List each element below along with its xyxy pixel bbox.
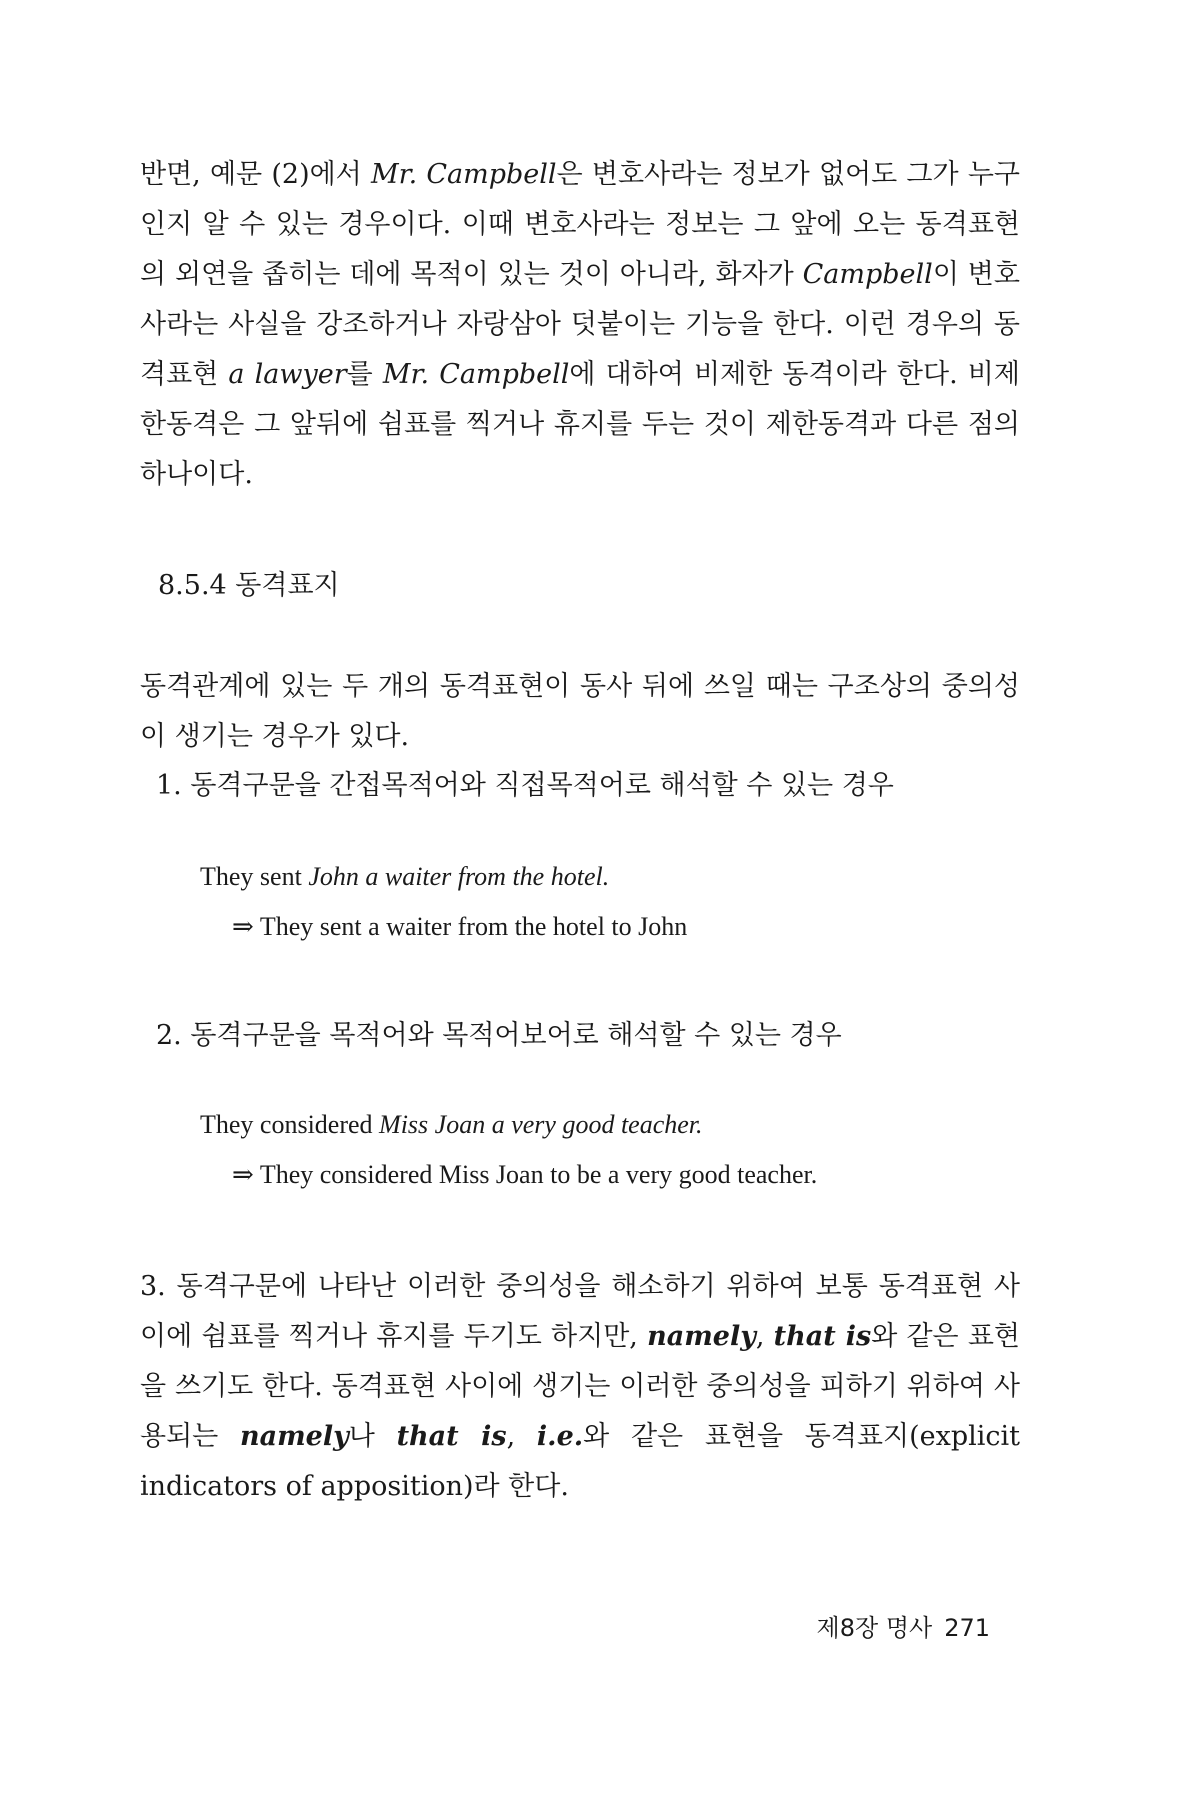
example-italic: Miss Joan a very good teacher. — [379, 1110, 703, 1139]
list-item-1-label: 1. 동격구문을 간접목적어와 직접목적어로 해석할 수 있는 경우 — [156, 770, 894, 801]
text-segment: , — [755, 1321, 774, 1352]
text-segment: 를 — [346, 359, 383, 390]
paragraph-nonrestrictive-apposition — [140, 150, 1020, 500]
example-sentence-1 — [140, 852, 1020, 902]
text-segment: , — [506, 1421, 537, 1452]
text-segment: 이 변호사라는 사실을 강조하거나 자랑삼아 덧붙이는 기능을 한다. 이런 경우의 동격표현 — [140, 259, 1020, 390]
text-segment: 에 대하여 비제한 동격이라 한다. 비제한동격은 그 앞뒤에 쉼표를 찍거나 휴지를 두는 것이 제한동격과 다른 점의 하나이다. — [140, 359, 1020, 490]
italic-term: Campbell — [802, 259, 933, 290]
bold-italic-term: namely — [647, 1321, 756, 1352]
text-segment: 와 같은 표현을 동격표지(explicit indicators of apposition)라 한다. — [140, 1421, 1020, 1502]
example-paraphrase-2: ⇒ They considered Miss Joan to be a very good teacher. — [232, 1160, 818, 1189]
example-sentence-2 — [140, 1100, 1020, 1150]
page-body — [140, 150, 1020, 1512]
text-segment: 은 변호사라는 정보가 없어도 그가 누구인지 알 수 있는 경우이다. 이때 변호사라는 정보는 그 앞에 오는 동격표현의 외연을 좁히는 데에 목적이 있는 것이 아니라, 화자가 — [140, 159, 1020, 290]
example-plain: They considered — [200, 1110, 380, 1139]
bold-italic-term: i.e. — [536, 1421, 584, 1452]
text-segment: 반면, 예문 (2)에서 — [140, 159, 371, 190]
list-item-2-label: 2. 동격구문을 목적어와 목적어보어로 해석할 수 있는 경우 — [156, 1020, 842, 1051]
bold-italic-term: that is — [396, 1421, 507, 1452]
text-segment: 나 — [348, 1421, 397, 1452]
italic-term: Mr. Campbell — [370, 159, 557, 190]
paragraph-apposition-markers — [140, 1262, 1020, 1512]
example-paraphrase-1: ⇒ They sent a waiter from the hotel to John — [232, 912, 688, 941]
italic-term: Mr. Campbell — [382, 359, 570, 390]
italic-term: a lawyer — [228, 359, 347, 390]
example-italic: John a waiter from the hotel. — [308, 862, 610, 891]
text-segment: 와 같은 표현을 쓰기도 한다. 동격표현 사이에 생기는 이러한 중의성을 피하기 위하여 사용되는 — [140, 1321, 1020, 1452]
text-segment: 3. 동격구문에 나타난 이러한 중의성을 해소하기 위하여 보통 동격표현 사이에 쉼표를 찍거나 휴지를 두기도 하지만, — [140, 1271, 1020, 1352]
chapter-title: 제8장 명사 — [816, 1614, 933, 1642]
example-plain: They sent — [200, 862, 309, 891]
bold-italic-term: namely — [239, 1421, 349, 1452]
page-number: 271 — [944, 1614, 990, 1642]
bold-italic-term: that is — [773, 1321, 872, 1352]
section-heading: 8.5.4 동격표지 — [158, 570, 340, 601]
paragraph-ambiguity-intro: 동격관계에 있는 두 개의 동격표현이 동사 뒤에 쓰일 때는 구조상의 중의성이 생기는 경우가 있다. — [140, 671, 1020, 752]
page-footer — [817, 1608, 990, 1643]
